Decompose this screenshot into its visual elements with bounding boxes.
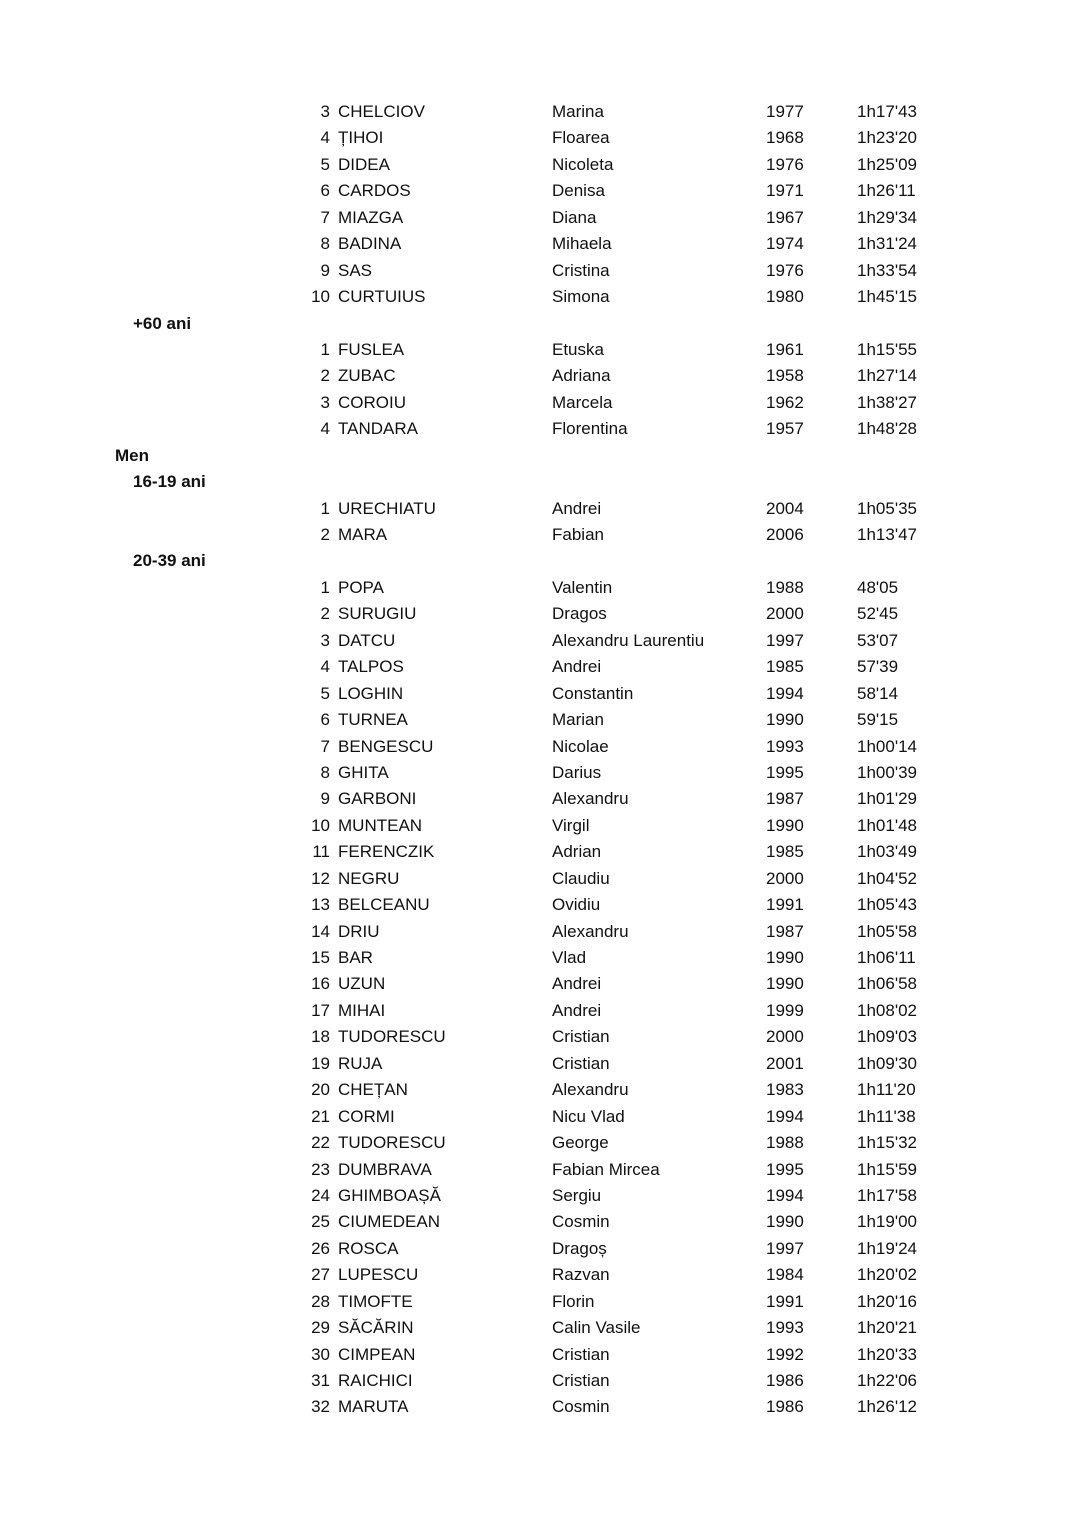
first-name-cell: Razvan (552, 1265, 610, 1285)
finish-time-cell: 1h17'58 (857, 1185, 917, 1205)
rank-cell: 13 (311, 895, 330, 915)
first-name-cell: Vlad (552, 948, 587, 967)
result-row (0, 1368, 1086, 1394)
result-row (0, 734, 1086, 760)
finish-time-cell: 1h25'09 (857, 154, 917, 174)
first-name-cell: Andrei (552, 657, 602, 677)
gender-label: Men (115, 445, 149, 465)
birth-year-cell: 1968 (766, 128, 804, 148)
surname-cell: DIDEA (338, 154, 390, 174)
birth-year-cell: 1961 (766, 339, 804, 359)
rank-cell: 27 (311, 1265, 330, 1285)
rank-cell: 15 (311, 948, 330, 967)
surname-cell: TUDORESCU (338, 1027, 446, 1047)
result-row (0, 866, 1086, 892)
birth-year-cell: 1994 (766, 1106, 804, 1126)
birth-year-cell: 1962 (766, 392, 804, 412)
birth-year-cell: 1986 (766, 1397, 804, 1417)
result-row (0, 654, 1086, 680)
birth-year-cell: 2006 (766, 525, 804, 544)
finish-time-cell: 1h27'14 (857, 366, 917, 386)
first-name-cell: Etuska (552, 339, 604, 359)
surname-cell: CIUMEDEAN (338, 1212, 441, 1232)
rank-cell: 24 (311, 1185, 330, 1205)
result-row (0, 839, 1086, 865)
surname-cell: SURUGIU (338, 604, 417, 624)
result-row (0, 152, 1086, 178)
first-name-cell: Diana (552, 207, 597, 227)
result-row (0, 99, 1086, 125)
age-category-header (0, 469, 1086, 495)
birth-year-cell: 1976 (766, 154, 804, 174)
birth-year-cell: 1995 (766, 1159, 804, 1179)
birth-year-cell: 1990 (766, 948, 804, 967)
result-row (0, 205, 1086, 231)
result-row (0, 892, 1086, 918)
finish-time-cell: 1h48'28 (857, 419, 917, 439)
birth-year-cell: 1991 (766, 1291, 804, 1311)
finish-time-cell: 1h29'34 (857, 207, 917, 227)
first-name-cell: Cristian (552, 1344, 610, 1364)
result-row (0, 1130, 1086, 1156)
rank-cell: 19 (311, 1053, 330, 1073)
finish-time-cell: 1h11'20 (857, 1080, 916, 1100)
age-category-label: 20-39 ani (133, 551, 206, 571)
result-row (0, 284, 1086, 310)
rank-cell: 22 (311, 1133, 330, 1153)
surname-cell: RUJA (338, 1053, 383, 1073)
rank-cell: 1 (320, 498, 330, 518)
birth-year-cell: 1990 (766, 815, 804, 835)
surname-cell: ROSCA (338, 1238, 399, 1258)
first-name-cell: Valentin (552, 577, 613, 597)
finish-time-cell: 1h23'20 (857, 128, 917, 148)
surname-cell: BENGESCU (338, 736, 434, 756)
age-category-label: +60 ani (133, 313, 192, 333)
rank-cell: 28 (311, 1291, 330, 1311)
surname-cell: CHELCIOV (338, 102, 425, 121)
surname-cell: RAICHICI (338, 1371, 413, 1390)
surname-cell: TUDORESCU (338, 1133, 446, 1153)
rank-cell: 6 (320, 181, 330, 201)
surname-cell: MUNTEAN (338, 815, 423, 835)
age-category-label: 16-19 ani (133, 472, 206, 492)
first-name-cell: Virgil (552, 815, 590, 835)
surname-cell: MARA (338, 525, 388, 544)
rank-cell: 11 (312, 842, 330, 862)
result-row (0, 1183, 1086, 1209)
surname-cell: TALPOS (338, 657, 404, 677)
result-row (0, 813, 1086, 839)
result-row (0, 1077, 1086, 1103)
rank-cell: 17 (311, 1000, 330, 1020)
finish-time-cell: 1h01'48 (857, 815, 917, 835)
finish-time-cell: 1h06'58 (857, 974, 917, 994)
finish-time-cell: 1h38'27 (857, 392, 917, 412)
first-name-cell: Andrei (552, 498, 602, 518)
result-row (0, 1394, 1086, 1420)
result-row (0, 496, 1086, 522)
first-name-cell: Floarea (552, 128, 610, 148)
rank-cell: 2 (320, 366, 330, 386)
first-name-cell: Florentina (552, 419, 628, 439)
rank-cell: 21 (311, 1106, 330, 1126)
result-row (0, 998, 1086, 1024)
rank-cell: 20 (311, 1080, 330, 1100)
birth-year-cell: 1994 (766, 683, 804, 703)
surname-cell: URECHIATU (338, 498, 436, 518)
surname-cell: BAR (338, 948, 373, 967)
surname-cell: SĂCĂRIN (338, 1318, 414, 1338)
finish-time-cell: 1h26'11 (857, 181, 916, 201)
rank-cell: 16 (311, 974, 330, 994)
surname-cell: BELCEANU (338, 895, 430, 915)
result-row (0, 522, 1086, 548)
rank-cell: 2 (320, 604, 330, 624)
first-name-cell: Cristian (552, 1371, 610, 1390)
rank-cell: 25 (311, 1212, 330, 1232)
first-name-cell: George (552, 1133, 609, 1153)
first-name-cell: Adriana (552, 366, 611, 386)
birth-year-cell: 1993 (766, 1318, 804, 1338)
finish-time-cell: 1h26'12 (857, 1397, 917, 1417)
surname-cell: ZUBAC (338, 366, 396, 386)
rank-cell: 9 (320, 260, 330, 280)
finish-time-cell: 58'14 (857, 683, 899, 703)
surname-cell: MIHAI (338, 1000, 386, 1020)
surname-cell: MARUTA (338, 1397, 409, 1417)
finish-time-cell: 1h11'38 (857, 1106, 916, 1126)
first-name-cell: Alexandru Laurentiu (552, 630, 705, 650)
first-name-cell: Sergiu (552, 1185, 602, 1205)
finish-time-cell: 48'05 (857, 577, 899, 597)
first-name-cell: Constantin (552, 683, 634, 703)
rank-cell: 5 (320, 154, 330, 174)
rank-cell: 4 (320, 657, 330, 677)
birth-year-cell: 1987 (766, 921, 804, 941)
birth-year-cell: 1994 (766, 1185, 804, 1205)
finish-time-cell: 52'45 (857, 604, 899, 624)
birth-year-cell: 1993 (766, 736, 804, 756)
birth-year-cell: 2000 (766, 1027, 804, 1047)
birth-year-cell: 1999 (766, 1000, 804, 1020)
birth-year-cell: 1990 (766, 1212, 804, 1232)
result-row (0, 1104, 1086, 1130)
first-name-cell: Darius (552, 762, 602, 782)
result-row (0, 681, 1086, 707)
rank-cell: 1 (320, 577, 330, 597)
result-row (0, 1342, 1086, 1368)
result-row (0, 1209, 1086, 1235)
first-name-cell: Mihaela (552, 234, 612, 254)
surname-cell: NEGRU (338, 868, 400, 888)
first-name-cell: Simona (552, 287, 610, 307)
rank-cell: 26 (311, 1238, 330, 1258)
finish-time-cell: 1h00'39 (857, 762, 917, 782)
finish-time-cell: 1h08'02 (857, 1000, 917, 1020)
birth-year-cell: 1974 (766, 234, 804, 254)
surname-cell: CHEȚAN (338, 1080, 408, 1100)
finish-time-cell: 57'39 (857, 657, 899, 677)
rank-cell: 4 (320, 419, 330, 439)
rank-cell: 29 (311, 1318, 330, 1338)
surname-cell: POPA (338, 577, 384, 597)
surname-cell: CARDOS (338, 181, 411, 201)
finish-time-cell: 1h09'30 (857, 1053, 917, 1073)
first-name-cell: Florin (552, 1291, 595, 1311)
results-document (0, 99, 1086, 1421)
surname-cell: GHIMBOAȘĂ (338, 1185, 441, 1205)
birth-year-cell: 1967 (766, 207, 804, 227)
finish-time-cell: 1h00'14 (857, 736, 917, 756)
birth-year-cell: 2004 (766, 498, 804, 518)
first-name-cell: Marcela (552, 392, 613, 412)
finish-time-cell: 59'15 (857, 710, 899, 730)
result-row (0, 1289, 1086, 1315)
birth-year-cell: 1985 (766, 842, 804, 862)
result-row (0, 628, 1086, 654)
finish-time-cell: 1h15'55 (857, 339, 917, 359)
first-name-cell: Calin Vasile (552, 1318, 641, 1338)
birth-year-cell: 1983 (766, 1080, 804, 1100)
finish-time-cell: 1h20'21 (857, 1318, 917, 1338)
finish-time-cell: 53'07 (857, 630, 899, 650)
result-row (0, 575, 1086, 601)
result-row (0, 1024, 1086, 1050)
first-name-cell: Nicu Vlad (552, 1106, 625, 1126)
rank-cell: 8 (320, 234, 330, 254)
first-name-cell: Claudiu (552, 868, 610, 888)
first-name-cell: Marian (552, 710, 604, 730)
first-name-cell: Ovidiu (552, 895, 601, 915)
birth-year-cell: 1992 (766, 1344, 804, 1364)
rank-cell: 3 (320, 630, 330, 650)
surname-cell: CIMPEAN (338, 1344, 416, 1364)
finish-time-cell: 1h06'11 (857, 948, 916, 967)
result-row (0, 1262, 1086, 1288)
birth-year-cell: 2000 (766, 868, 804, 888)
finish-time-cell: 1h05'35 (857, 498, 917, 518)
first-name-cell: Cristian (552, 1027, 610, 1047)
first-name-cell: Nicolae (552, 736, 609, 756)
rank-cell: 3 (320, 102, 330, 121)
result-row (0, 919, 1086, 945)
finish-time-cell: 1h17'43 (857, 102, 917, 121)
rank-cell: 10 (311, 815, 330, 835)
birth-year-cell: 1991 (766, 895, 804, 915)
result-row (0, 178, 1086, 204)
surname-cell: TANDARA (338, 419, 418, 439)
finish-time-cell: 1h33'54 (857, 260, 917, 280)
surname-cell: UZUN (338, 974, 386, 994)
surname-cell: FERENCZIK (338, 842, 435, 862)
surname-cell: SAS (338, 260, 373, 280)
surname-cell: COROIU (338, 392, 406, 412)
finish-time-cell: 1h04'52 (857, 868, 917, 888)
birth-year-cell: 1987 (766, 789, 804, 809)
result-row (0, 1315, 1086, 1341)
birth-year-cell: 2000 (766, 604, 804, 624)
finish-time-cell: 1h15'32 (857, 1133, 917, 1153)
first-name-cell: Cristian (552, 1053, 610, 1073)
first-name-cell: Marina (552, 102, 604, 121)
rank-cell: 31 (311, 1371, 330, 1390)
result-row (0, 760, 1086, 786)
birth-year-cell: 1976 (766, 260, 804, 280)
rank-cell: 3 (320, 392, 330, 412)
surname-cell: MIAZGA (338, 207, 404, 227)
birth-year-cell: 1977 (766, 102, 804, 121)
surname-cell: TIMOFTE (338, 1291, 413, 1311)
finish-time-cell: 1h15'59 (857, 1159, 917, 1179)
result-row (0, 971, 1086, 997)
surname-cell: LOGHIN (338, 683, 404, 703)
result-row (0, 337, 1086, 363)
age-category-header (0, 548, 1086, 574)
finish-time-cell: 1h09'03 (857, 1027, 917, 1047)
result-row (0, 1157, 1086, 1183)
rank-cell: 18 (311, 1027, 330, 1047)
rank-cell: 8 (320, 762, 330, 782)
finish-time-cell: 1h20'16 (857, 1291, 917, 1311)
birth-year-cell: 1986 (766, 1371, 804, 1390)
first-name-cell: Cristina (552, 260, 610, 280)
surname-cell: BADINA (338, 234, 402, 254)
finish-time-cell: 1h01'29 (857, 789, 917, 809)
finish-time-cell: 1h13'47 (857, 525, 917, 544)
birth-year-cell: 1988 (766, 1133, 804, 1153)
finish-time-cell: 1h03'49 (857, 842, 917, 862)
result-row (0, 231, 1086, 257)
rank-cell: 2 (320, 525, 330, 544)
first-name-cell: Adrian (552, 842, 602, 862)
result-row (0, 1051, 1086, 1077)
surname-cell: DRIU (338, 921, 380, 941)
result-row (0, 786, 1086, 812)
surname-cell: GHITA (338, 762, 389, 782)
birth-year-cell: 1988 (766, 577, 804, 597)
birth-year-cell: 1984 (766, 1265, 804, 1285)
birth-year-cell: 1997 (766, 630, 804, 650)
rank-cell: 32 (311, 1397, 330, 1417)
result-row (0, 390, 1086, 416)
result-row (0, 601, 1086, 627)
first-name-cell: Andrei (552, 974, 602, 994)
birth-year-cell: 1957 (766, 419, 804, 439)
finish-time-cell: 1h19'24 (857, 1238, 917, 1258)
first-name-cell: Cosmin (552, 1212, 610, 1232)
birth-year-cell: 2001 (766, 1053, 804, 1073)
surname-cell: TURNEA (338, 710, 408, 730)
rank-cell: 4 (320, 128, 330, 148)
first-name-cell: Andrei (552, 1000, 602, 1020)
rank-cell: 23 (311, 1159, 330, 1179)
birth-year-cell: 1995 (766, 762, 804, 782)
result-row (0, 707, 1086, 733)
result-row (0, 416, 1086, 442)
rank-cell: 5 (320, 683, 330, 703)
birth-year-cell: 1990 (766, 710, 804, 730)
first-name-cell: Alexandru (552, 789, 629, 809)
birth-year-cell: 1997 (766, 1238, 804, 1258)
rank-cell: 7 (320, 736, 330, 756)
rank-cell: 1 (320, 339, 330, 359)
surname-cell: LUPESCU (338, 1265, 419, 1285)
result-row (0, 945, 1086, 971)
result-row (0, 258, 1086, 284)
finish-time-cell: 1h20'02 (857, 1265, 917, 1285)
first-name-cell: Denisa (552, 181, 605, 201)
rank-cell: 14 (311, 921, 330, 941)
birth-year-cell: 1985 (766, 657, 804, 677)
surname-cell: CURTUIUS (338, 287, 426, 307)
finish-time-cell: 1h05'43 (857, 895, 917, 915)
surname-cell: DUMBRAVA (338, 1159, 432, 1179)
surname-cell: ȚIHOI (338, 128, 384, 148)
surname-cell: DATCU (338, 630, 396, 650)
birth-year-cell: 1971 (766, 181, 804, 201)
surname-cell: GARBONI (338, 789, 417, 809)
first-name-cell: Dragos (552, 604, 607, 624)
first-name-cell: Fabian (552, 525, 604, 544)
finish-time-cell: 1h20'33 (857, 1344, 917, 1364)
finish-time-cell: 1h45'15 (857, 287, 917, 307)
surname-cell: FUSLEA (338, 339, 405, 359)
result-row (0, 125, 1086, 151)
gender-section-header (0, 443, 1086, 469)
rank-cell: 10 (311, 287, 330, 307)
result-row (0, 1236, 1086, 1262)
finish-time-cell: 1h31'24 (857, 234, 917, 254)
rank-cell: 7 (320, 207, 330, 227)
birth-year-cell: 1990 (766, 974, 804, 994)
birth-year-cell: 1980 (766, 287, 804, 307)
finish-time-cell: 1h22'06 (857, 1371, 917, 1390)
surname-cell: CORMI (338, 1106, 395, 1126)
age-category-header (0, 311, 1086, 337)
result-row (0, 363, 1086, 389)
rank-cell: 30 (311, 1344, 330, 1364)
first-name-cell: Nicoleta (552, 154, 614, 174)
rank-cell: 12 (311, 868, 330, 888)
first-name-cell: Alexandru (552, 1080, 629, 1100)
first-name-cell: Cosmin (552, 1397, 610, 1417)
rank-cell: 6 (320, 710, 330, 730)
rank-cell: 9 (320, 789, 330, 809)
finish-time-cell: 1h05'58 (857, 921, 917, 941)
finish-time-cell: 1h19'00 (857, 1212, 917, 1232)
birth-year-cell: 1958 (766, 366, 804, 386)
first-name-cell: Fabian Mircea (552, 1159, 660, 1179)
first-name-cell: Dragoș (552, 1238, 607, 1258)
first-name-cell: Alexandru (552, 921, 629, 941)
